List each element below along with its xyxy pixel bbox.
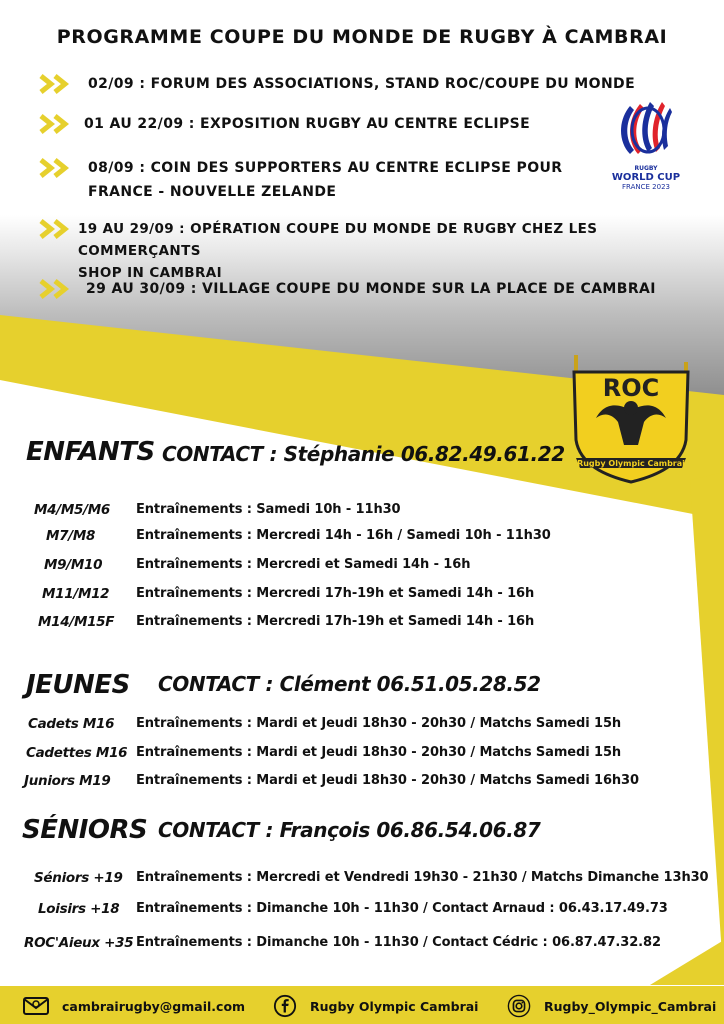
roc-name: Rugby Olympic Cambrai (577, 459, 685, 468)
table-row (0, 584, 724, 606)
table-row (0, 771, 724, 793)
category-label: M4/M5/M6 (34, 502, 110, 518)
instagram-link[interactable]: Rugby_Olympic_Cambrai (544, 998, 717, 1014)
programme-text-continued: FRANCE - NOUVELLE ZELANDE (88, 184, 337, 200)
page-title: PROGRAMME COUPE DU MONDE DE RUGBY À CAMBRAI (56, 26, 668, 48)
email-icon (22, 994, 50, 1018)
contact-enfants: CONTACT : Stéphanie 06.82.49.61.22 (162, 442, 565, 466)
schedule-text: Entraînements : Mercredi et Vendredi 19h30 - 21h30 / Matchs Dimanche 13h30 (136, 870, 709, 885)
roc-initials: ROC (602, 374, 660, 402)
footer-facebook[interactable] (272, 994, 478, 1018)
wc-logo-line3: FRANCE 2023 (622, 183, 670, 191)
table-row (0, 933, 724, 955)
schedule-text: Entraînements : Samedi 10h - 11h30 (136, 502, 401, 517)
programme-item (38, 157, 562, 203)
double-chevron-icon (38, 113, 72, 135)
double-chevron-icon (38, 218, 72, 240)
category-label: Juniors M19 (24, 773, 111, 789)
double-chevron-icon (38, 73, 72, 95)
roc-shield-icon (566, 350, 696, 490)
table-row (0, 868, 724, 890)
schedule-text: Entraînements : Mardi et Jeudi 18h30 - 20h30 / Matchs Samedi 15h (136, 745, 622, 760)
programme-text-continued: SHOP IN CAMBRAI (78, 265, 223, 281)
schedule-text: Entraînements : Mercredi 17h-19h et Samedi 14h - 16h (136, 586, 535, 601)
world-cup-emblem-icon (610, 92, 682, 162)
schedule-text: Entraînements : Mercredi 14h - 16h / Samedi 10h - 11h30 (136, 528, 551, 543)
contact-seniors: CONTACT : François 06.86.54.06.87 (158, 818, 541, 842)
table-row (0, 714, 724, 736)
programme-text: 08/09 : COIN DES SUPPORTERS AU CENTRE ECLIPSE POUR (88, 160, 563, 176)
programme-item (38, 278, 656, 300)
facebook-link[interactable]: Rugby Olympic Cambrai (310, 998, 479, 1014)
schedule-text: Entraînements : Mardi et Jeudi 18h30 - 20h30 / Matchs Samedi 16h30 (136, 773, 639, 788)
programme-item (38, 113, 530, 135)
table-row (0, 555, 724, 577)
table-row (0, 612, 724, 634)
table-row (0, 743, 724, 765)
footer-email[interactable] (22, 994, 245, 1018)
category-label: ROC'Aieux +35 (24, 935, 134, 951)
schedule-text: Entraînements : Dimanche 10h - 11h30 / Contact Arnaud : 06.43.17.49.73 (136, 901, 668, 916)
category-label: Séniors +19 (34, 870, 123, 886)
category-label: M14/M15F (38, 614, 115, 630)
instagram-icon (506, 994, 532, 1018)
double-chevron-icon (38, 157, 72, 179)
facebook-icon (272, 994, 298, 1018)
category-label: M7/M8 (46, 528, 96, 544)
table-row (0, 500, 724, 522)
email-link[interactable]: cambrairugby@gmail.com (62, 998, 246, 1014)
category-label: Cadets M16 (28, 716, 115, 732)
footer-instagram[interactable] (506, 994, 716, 1018)
schedule-text: Entraînements : Mardi et Jeudi 18h30 - 20h30 / Matchs Samedi 15h (136, 716, 622, 731)
wc-logo-line1: RUGBY (634, 165, 658, 172)
programme-text: 01 AU 22/09 : EXPOSITION RUGBY AU CENTRE ECLIPSE (84, 116, 531, 132)
category-label: Loisirs +18 (38, 901, 120, 917)
schedule-text: Entraînements : Dimanche 10h - 11h30 / Contact Cédric : 06.87.47.32.82 (136, 935, 661, 950)
programme-item (38, 218, 724, 284)
programme-text: 02/09 : FORUM DES ASSOCIATIONS, STAND ROC/COUPE DU MONDE (88, 76, 636, 92)
programme-text: 19 AU 29/09 : OPÉRATION COUPE DU MONDE DE RUGBY CHEZ LES COMMERÇANTS (78, 221, 598, 259)
section-title-seniors: SÉNIORS (22, 815, 148, 845)
wc-logo-line2: WORLD CUP (611, 172, 681, 183)
roc-club-logo (566, 350, 696, 490)
category-label: M11/M12 (42, 586, 110, 602)
rugby-world-cup-logo (610, 92, 682, 196)
section-title-jeunes: JEUNES (26, 670, 130, 700)
table-row (0, 526, 724, 548)
double-chevron-icon (38, 278, 72, 300)
schedule-text: Entraînements : Mercredi et Samedi 14h - 16h (136, 557, 471, 572)
section-title-enfants: ENFANTS (26, 437, 155, 467)
programme-item (38, 73, 635, 95)
programme-text: 29 AU 30/09 : VILLAGE COUPE DU MONDE SUR LA PLACE DE CAMBRAI (86, 281, 656, 297)
schedule-text: Entraînements : Mercredi 17h-19h et Samedi 14h - 16h (136, 614, 535, 629)
table-row (0, 899, 724, 921)
category-label: Cadettes M16 (26, 745, 128, 761)
contact-jeunes: CONTACT : Clément 06.51.05.28.52 (158, 672, 541, 696)
category-label: M9/M10 (44, 557, 103, 573)
